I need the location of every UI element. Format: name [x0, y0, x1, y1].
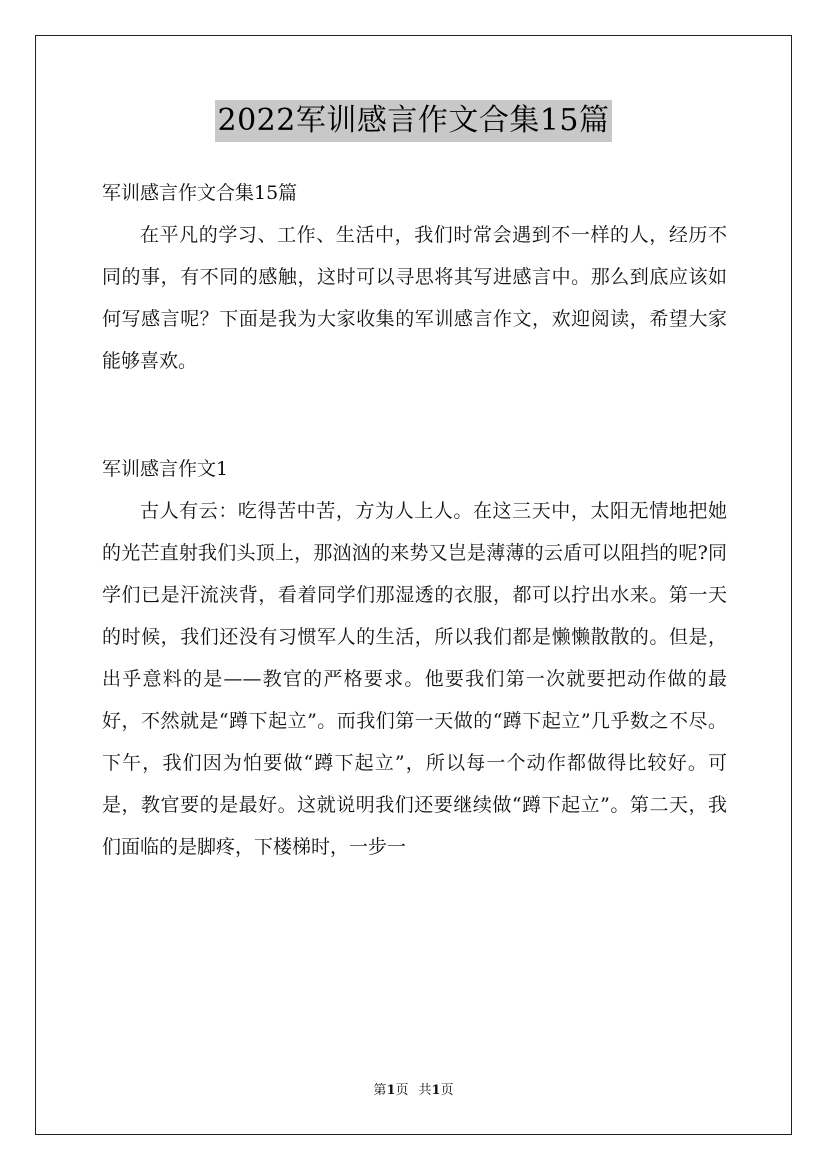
document-subtitle: 军训感言作文合集15篇 — [102, 182, 298, 204]
title-container — [0, 100, 827, 142]
intro-paragraph: 在平凡的学习、工作、生活中，我们时常会遇到不一样的人，经历不同的事，有不同的感触，这时可以寻思将其写进感言中。那么到底应该如何写感言呢？下面是我为大家收集的军训感言作文，欢迎阅读，希望大家能够喜欢。 — [102, 224, 727, 372]
document-title: 2022军训感言作文合集15篇 — [215, 100, 611, 142]
document-body — [102, 172, 727, 868]
total-label-prefix: 共 — [418, 1083, 432, 1098]
section-paragraph: 古人有云：吃得苦中苦，方为人上人。在这三天中，太阳无情地把她的光芒直射我们头顶上，那汹汹的来势又岂是薄薄的云盾可以阻挡的呢?同学们已是汗流浃背，看着同学们那湿透的衣服，都可以拧出水来。第一天的时候，我们还没有习惯军人的生活，所以我们都是懒懒散散的。但是，出乎意料的是——教官的严格要求。他要我们第一次就要把动作做的最好，不然就是“蹲下起立”。而我们第一天做的“蹲下起立”几乎数之不尽。下午，我们因为怕要做“蹲下起立”，所以每一个动作都做得比较好。可是，教官要的是最好。这就说明我们还要继续做“蹲下起立”。第二天，我们面临的是脚疼，下楼梯时，一步一 — [102, 500, 727, 858]
paragraph-gap — [102, 382, 727, 448]
page-label-prefix: 第 — [373, 1083, 387, 1098]
total-label-suffix: 页 — [440, 1083, 454, 1098]
page-label-mid: 页 — [395, 1083, 409, 1098]
page-footer — [0, 1082, 827, 1100]
section-heading: 军训感言作文1 — [102, 458, 229, 480]
page-current-number: 1 — [386, 1083, 396, 1098]
page-total-number: 1 — [431, 1083, 441, 1098]
